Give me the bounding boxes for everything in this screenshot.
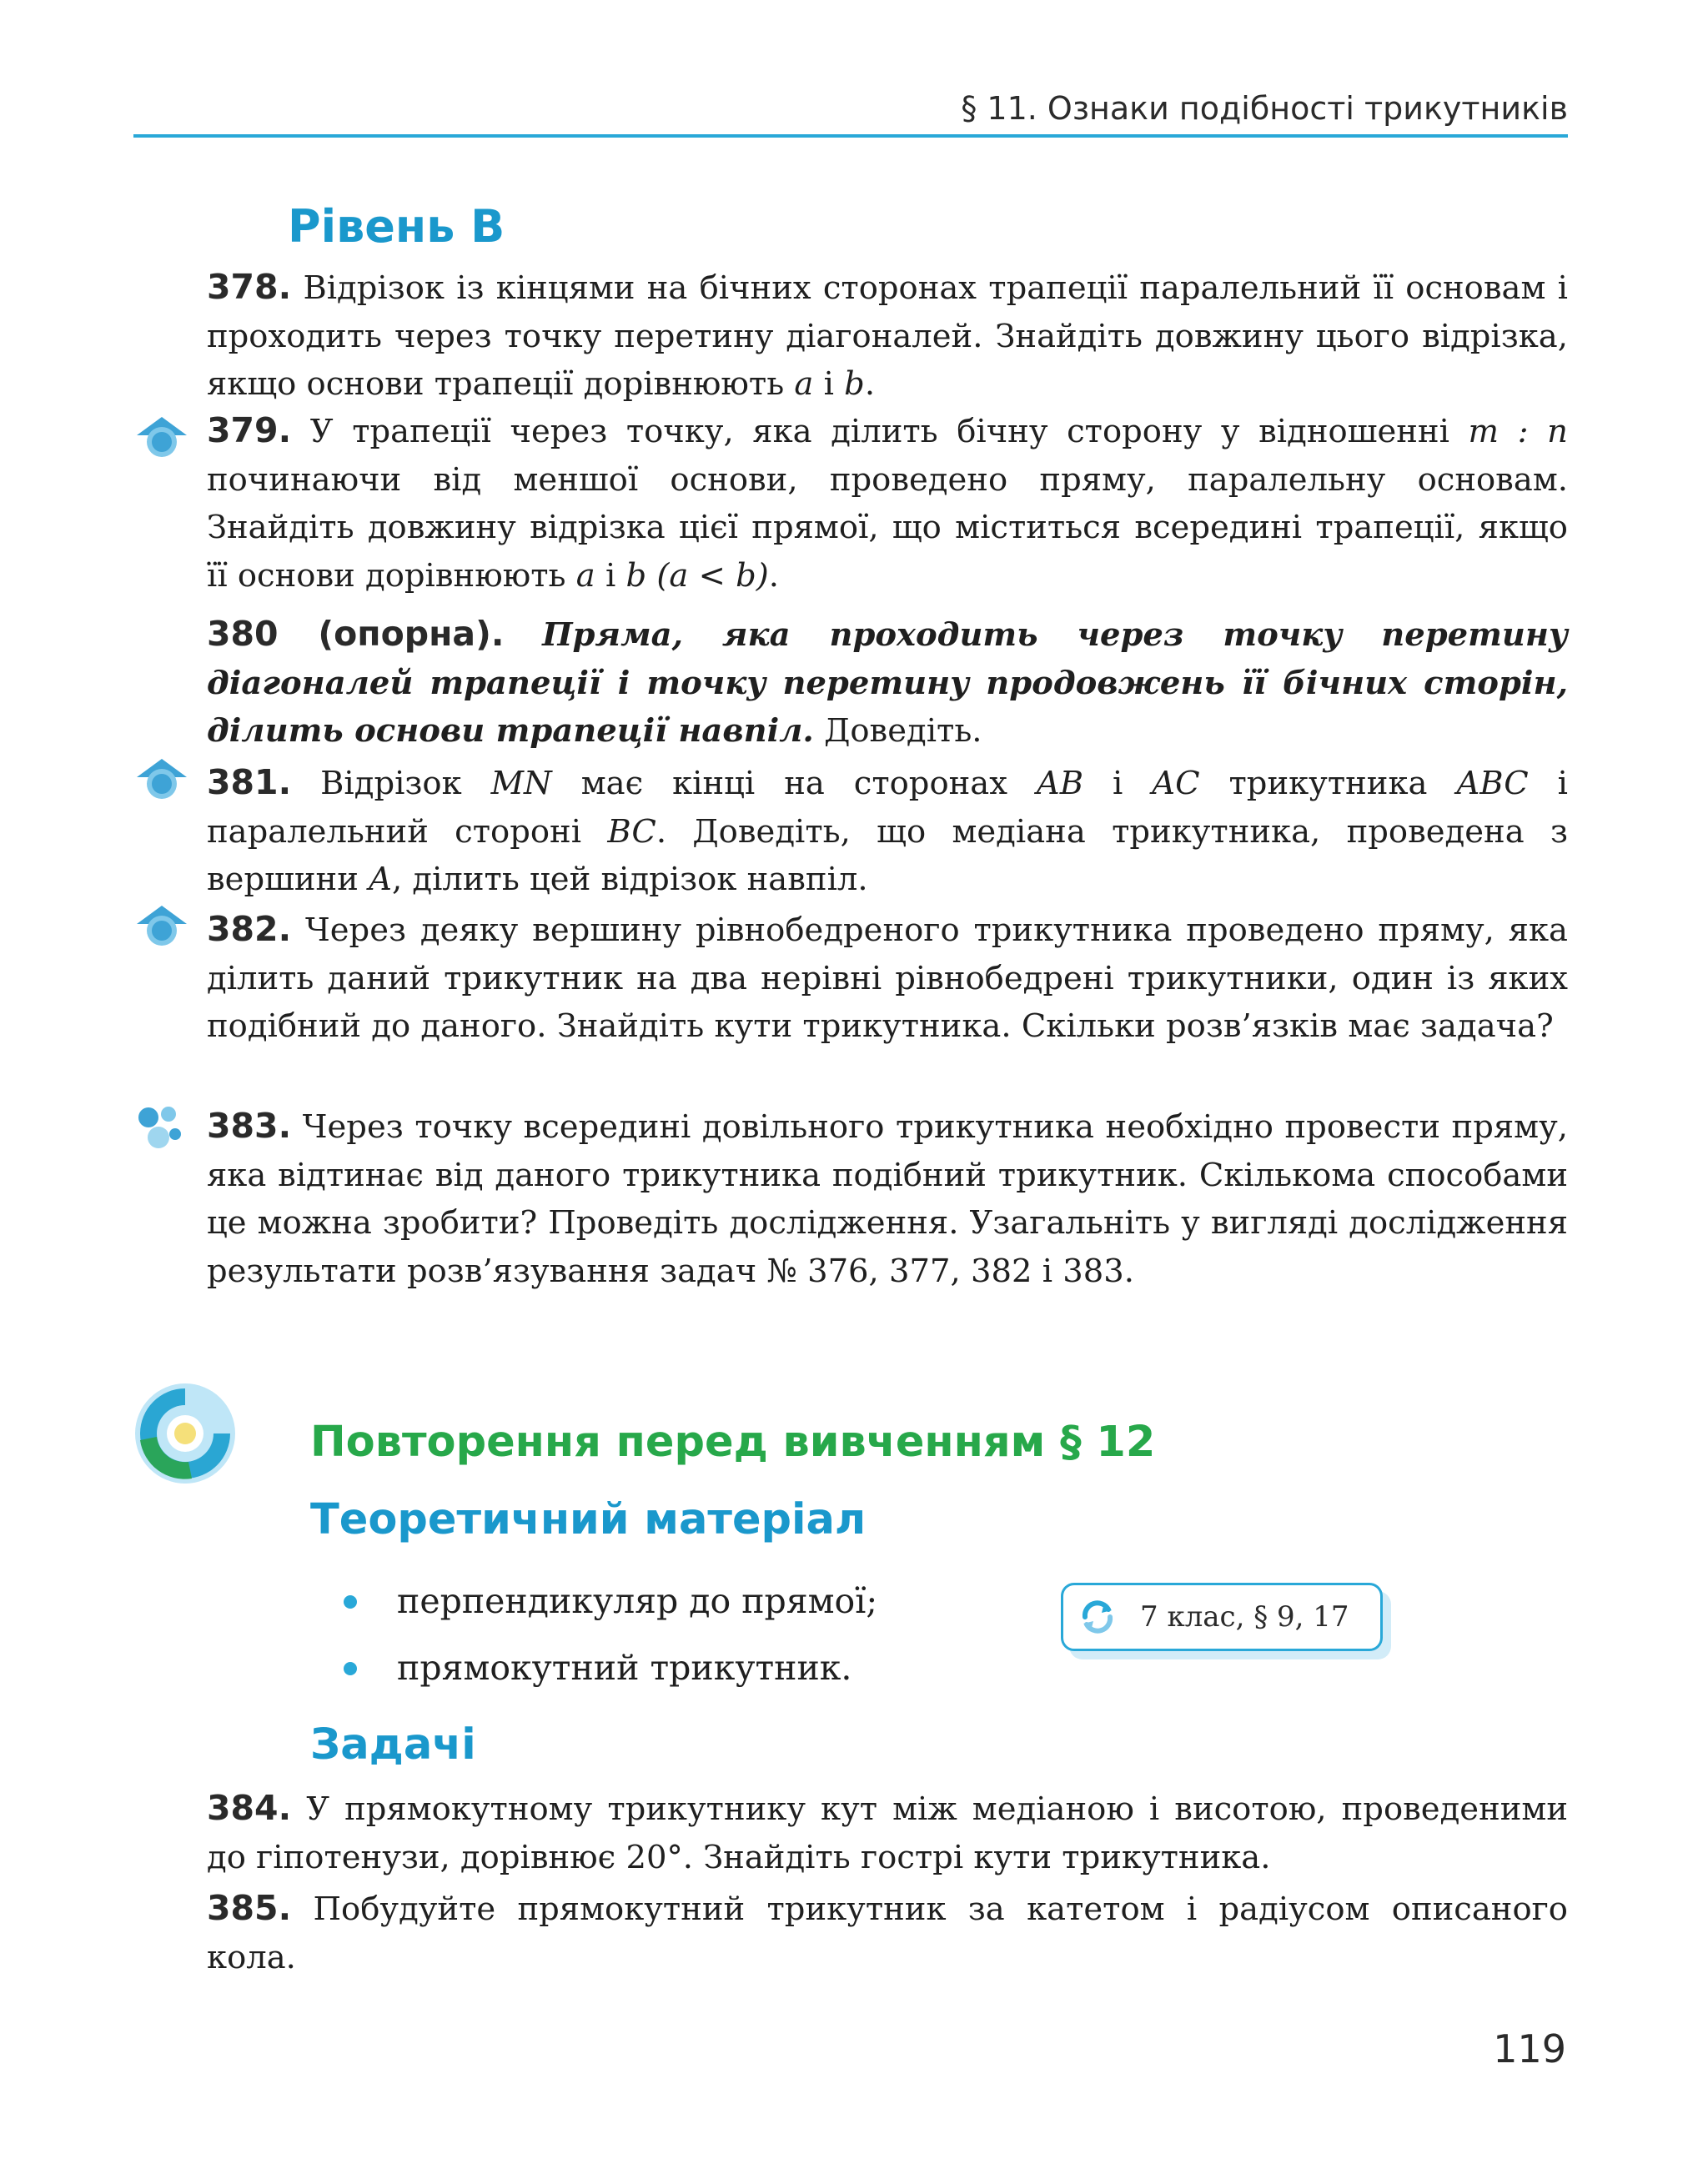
problem-text: трикутника: [1199, 765, 1457, 802]
problem-text: . Доведіть, що медіана трикутника, проведена з вершини: [207, 812, 1568, 898]
problem-381: [207, 759, 1568, 904]
math-var: MN: [490, 765, 552, 802]
problem-number: 380 (опорна).: [207, 614, 505, 654]
theory-heading: Теоретичний матеріал: [310, 1495, 867, 1544]
problem-text: У прямокутному трикутнику кут між медіаною і висотою, проведеними до гіпотенузи, дорівнює 20°. Знайдіть гострі кути трикутника.: [207, 1790, 1568, 1876]
math-var: ABC: [1456, 765, 1529, 802]
theory-list: [344, 1568, 877, 1701]
header-divider: [133, 134, 1568, 138]
problem-text-continued: починаючи від меншої основи, проведено пряму, паралельну основам. Знайдіть довжину відрізка цієї прямої, що міститься всередині трапеції, якщо її основи дорівнюють: [207, 460, 1568, 595]
math-var: b: [844, 365, 865, 403]
refresh-icon: [1078, 1599, 1117, 1635]
math-var: BC: [607, 812, 656, 851]
problem-text: У трапеції через точку, яка ділить бічну сторону у відношенні: [309, 413, 1469, 450]
page-number: 119: [1493, 2026, 1566, 2071]
research-marker-icon: [135, 1102, 185, 1152]
problem-text: має кінці на сторонах: [551, 765, 1037, 802]
bullet-dot: [344, 1595, 357, 1609]
list-item: [344, 1568, 877, 1634]
math-var: AB: [1036, 765, 1084, 802]
review-section-icon: [133, 1382, 237, 1485]
punctuation: .: [768, 556, 780, 595]
problem-text: Через точку всередині довільного трикутника необхідно провести пряму, яка відтинає від даного трикутника подібний трикутник. Скількома способами це можна зробити? Проведіть дослідження. Узагальніть у вигляді дослідження результати розв’язування задач № 376, 377, 382 і 383.: [207, 1108, 1568, 1290]
tasks-heading: Задачі: [310, 1720, 476, 1770]
problem-number: 384.: [207, 1788, 292, 1828]
problem-385: [207, 1885, 1568, 1981]
problem-text: і паралельний стороні: [207, 765, 1568, 851]
reference-text: 7 клас, § 9, 17: [1140, 1600, 1349, 1634]
problem-380: [207, 610, 1568, 756]
problem-number: 382.: [207, 909, 292, 949]
problem-text: Через деяку вершину рівнобедреного трикутника проведено пряму, яка ділить даний трикутник на два нерівні рівнобедрені трикутники, один із яких подібний до даного. Знайдіть кути трикутника. Скільки розв’язків має задача?: [207, 911, 1568, 1045]
math-condition: (a < b): [656, 556, 769, 595]
level-heading: Рівень В: [288, 200, 505, 253]
problem-378: [207, 264, 1568, 409]
problem-383: [207, 1102, 1568, 1295]
conjunction: і: [595, 556, 626, 595]
math-var: A: [369, 861, 392, 898]
problem-number: 383.: [207, 1106, 292, 1146]
problem-384: [207, 1785, 1568, 1881]
problem-text: , ділить цей відрізок навпіл.: [391, 861, 868, 898]
list-item-text: перпендикуляр до прямої;: [397, 1581, 878, 1621]
math-var: b: [625, 556, 647, 595]
math-ratio: m : n: [1468, 413, 1568, 450]
conjunction: і: [1083, 765, 1153, 802]
bullet-dot: [344, 1662, 357, 1675]
problem-number: 381.: [207, 762, 292, 802]
problem-number: 385.: [207, 1888, 292, 1928]
problem-text: Відрізок: [320, 765, 491, 802]
problem-382: [207, 906, 1568, 1051]
list-item-text: прямокутний трикутник.: [397, 1648, 852, 1688]
difficulty-marker-icon: [133, 414, 190, 460]
difficulty-marker-icon: [133, 902, 190, 949]
math-var: a: [794, 365, 814, 403]
list-item: [344, 1634, 877, 1701]
problem-instruction: Доведіть.: [813, 712, 982, 750]
difficulty-marker-icon: [133, 756, 190, 802]
problem-text: Побудуйте прямокутний трикутник за катетом і радіусом описаного кола.: [207, 1890, 1568, 1976]
conjunction: і: [813, 365, 845, 403]
problem-number: 378.: [207, 267, 292, 307]
math-var: a: [575, 556, 595, 595]
math-var: AC: [1152, 765, 1200, 802]
problem-statement: Пряма, яка проходить через точку перетину діагоналей трапеції і точку перетину продовжень її бічних сторін, ділить основи трапеції навпіл.: [207, 616, 1568, 750]
punctuation: .: [864, 365, 876, 403]
problem-text: Відрізок із кінцями на бічних сторонах трапеції паралельний її основам і проходить через точку перетину діагоналей. Знайдіть довжину цього відрізка, якщо основи трапеції дорівнюють: [207, 269, 1568, 403]
reference-box: [1061, 1583, 1383, 1651]
review-heading: Повторення перед вивченням § 12: [310, 1418, 1156, 1467]
reference-box-frame: [1061, 1583, 1383, 1651]
problem-number: 379.: [207, 410, 292, 450]
problem-379: [207, 407, 1568, 600]
running-header: § 11. Ознаки подібності трикутників: [961, 90, 1568, 127]
